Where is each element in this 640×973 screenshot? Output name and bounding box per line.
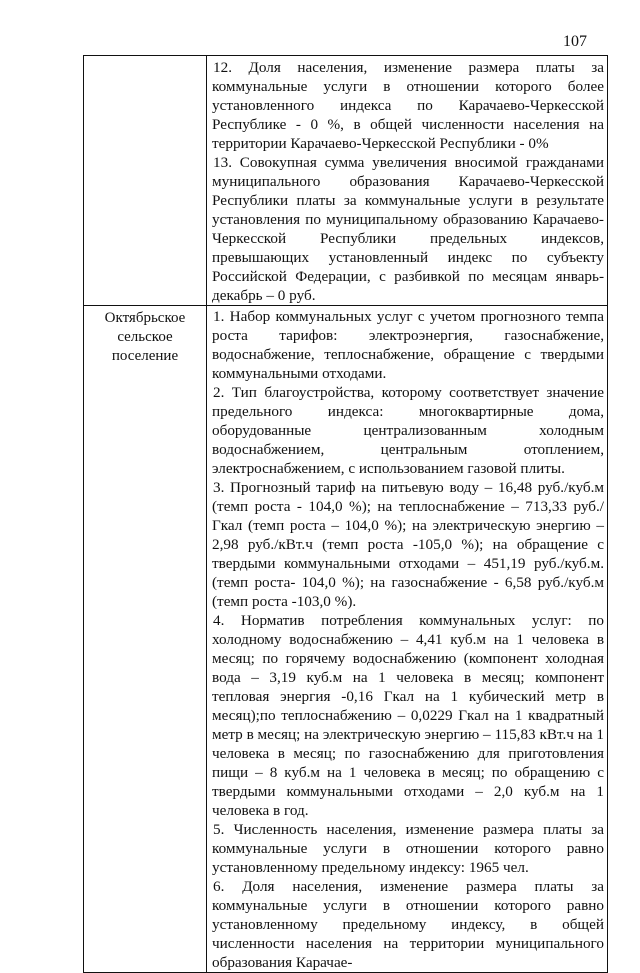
settlement-name bbox=[84, 56, 206, 59]
settlement-name: Октябрьское сельское поселение bbox=[104, 310, 186, 364]
indicator-paragraph: 4. Норматив потребления коммунальных услуг: по холодному водоснабжению – 4,41 куб.м на 1 человека в месяц; по горячему водоснабжению (компонент холодная вода – 3,19 куб.м на 1 человека в месяц; компонент тепловая энергия -0,16 Гкал на 1 кубический метр в месяц);по теплоснабжению – 0,0229 Гкал на 1 квадратный метр в месяц; на электрическую энергию – 115,83 кВт.ч на 1 человека в месяц; по газоснабжению для приготовления пищи – 8 куб.м на 1 человека в месяц; по обращению с твердыми коммунальными отходами – 2,0 куб.м на 1 человека в год. bbox=[212, 612, 604, 819]
indicators-cell bbox=[207, 56, 608, 306]
indicator-paragraph: 6. Доля населения, изменение размера платы за коммунальные услуги в отношении которого равно установленному предельному индексу, в общей численности населения на территории муниципального образования Карачае- bbox=[212, 878, 604, 971]
indicator-paragraph: 12. Доля населения, изменение размера платы за коммунальные услуги в отношении которого более установленного индекса по Карачаево-Черкесской Республике - 0 %, в общей численности населения на территории Карачаево-Черкесской Республики - 0% bbox=[212, 59, 604, 152]
indicator-paragraph: 13. Совокупная сумма увеличения вносимой гражданами муниципального образования Карачаево-Черкесской Республики платы за коммунальные услуги в результате установления по муниципальному образованию Карачаево-Черкесской Республики предельных индексов, превышающих установленный индекс по субъекту Российской Федерации, с разбивкой по месяцам январь-декабрь – 0 руб. bbox=[212, 154, 604, 304]
indicators-cell bbox=[207, 306, 608, 973]
settlements-table bbox=[83, 55, 608, 973]
indicator-paragraph: 5. Численность населения, изменение размера платы за коммунальные услуги в отношении которого равно установленному предельному индексу: 1965 чел. bbox=[212, 821, 604, 876]
page-number: 107 bbox=[563, 33, 587, 50]
indicator-paragraph: 3. Прогнозный тариф на питьевую воду – 16,48 руб./куб.м (темп роста - 104,0 %); на теплоснабжение – 713,33 руб./Гкал (темп роста – 104,0 %); на электрическую энергию – 2,98 руб./кВт.ч (темп роста -105,0 %); на обращение с твердыми коммунальными отходами – 451,19 руб./куб.м. (темп роста- 104,0 %); на газоснабжение - 6,58 руб./куб.м (темп роста -103,0 %). bbox=[212, 479, 604, 610]
settlement-cell bbox=[84, 56, 207, 306]
indicator-paragraph: 2. Тип благоустройства, которому соответствует значение предельного индекса: многоквартирные дома, оборудованные централизованным холодным водоснабжением, центральным отоплением, электроснабжением, с использованием газовой плиты. bbox=[212, 384, 604, 477]
settlement-cell bbox=[84, 306, 207, 973]
table-row bbox=[84, 56, 608, 306]
table-row bbox=[84, 306, 608, 973]
indicator-paragraph: 1. Набор коммунальных услуг с учетом прогнозного темпа роста тарифов: электроэнергия, газоснабжение, водоснабжение, теплоснабжение, обращение с твердыми коммунальными отходами. bbox=[212, 308, 604, 382]
